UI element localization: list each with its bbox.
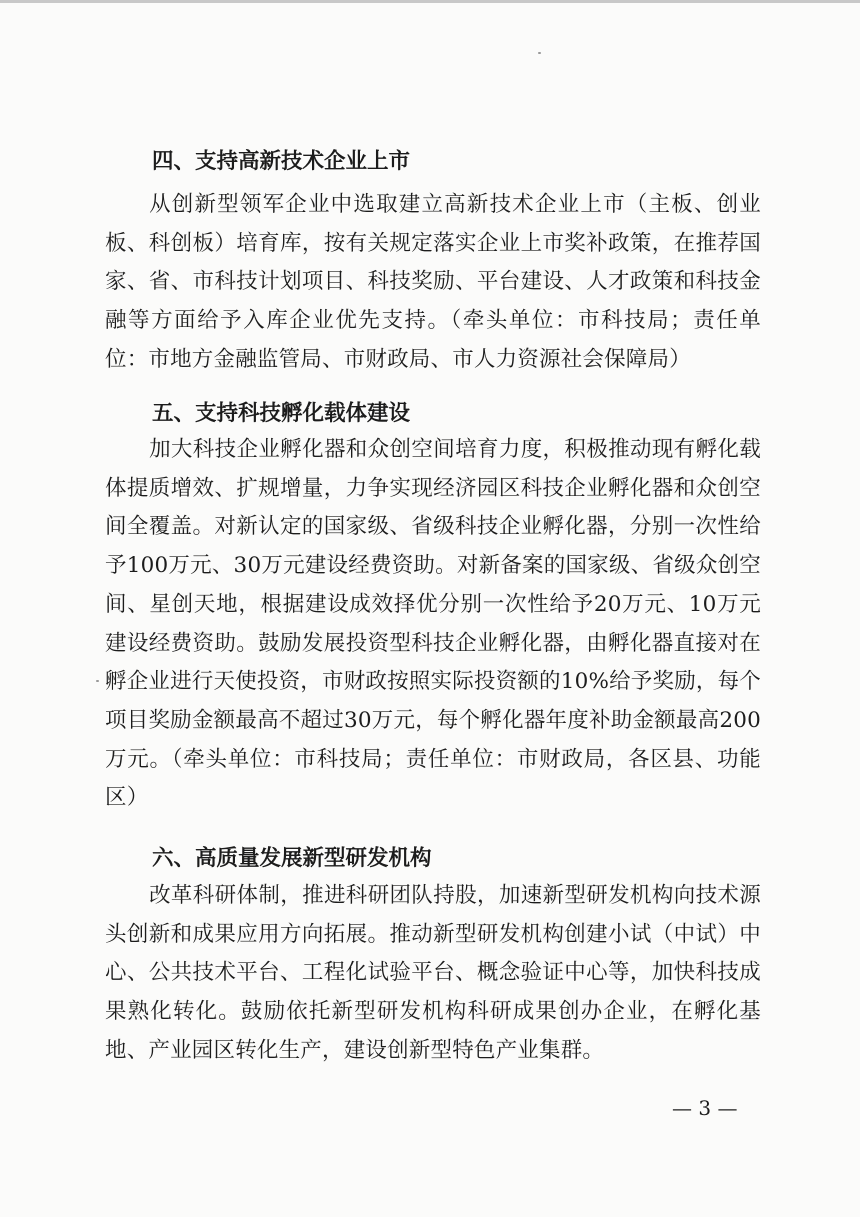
section-heading-5: 五、支持科技孵化载体建设	[152, 401, 411, 426]
section-body-4: 从创新型领军企业中选取建立高新技术企业上市（主板、创业板、科创板）培育库，按有关规定落实企业上市奖补政策，在推荐国家、省、市科技计划项目、科技奖励、平台建设、人才政策和科技金融等方面给予入库企业优先支持。（牵头单位：市科技局；责任单位：市地方金融监管局、市财政局、市人力资源社会保障局）	[105, 192, 761, 372]
scan-speck	[538, 52, 541, 54]
section-body-6: 改革科研体制，推进科研团队持股，加速新型研发机构向技术源头创新和成果应用方向拓展。推动新型研发机构创建小试（中试）中心、公共技术平台、工程化试验平台、概念验证中心等，加快科技成果熟化转化。鼓励依托新型研发机构科研成果创办企业，在孵化基地、产业园区转化生产，建设创新型特色产业集群。	[105, 883, 761, 1063]
scan-speck	[96, 680, 99, 682]
section-heading-6: 六、高质量发展新型研发机构	[152, 846, 432, 871]
page-number: — 3 —	[672, 1096, 738, 1120]
section-heading-4: 四、支持高新技术企业上市	[152, 149, 411, 174]
section-body-5: 加大科技企业孵化器和众创空间培育力度，积极推动现有孵化载体提质增效、扩规增量，力争实现经济园区科技企业孵化器和众创空间全覆盖。对新认定的国家级、省级科技企业孵化器，分别一次性给予100万元、30万元建设经费资助。对新备案的国家级、省级众创空间、星创天地，根据建设成效择优分别一次性给予20万元、10万元建设经费资助。鼓励发展投资型科技企业孵化器，由孵化器直接对在孵企业进行天使投资，市财政按照实际投资额的10%给予奖励，每个项目奖励金额最高不超过30万元，每个孵化器年度补助金额最高200万元。（牵头单位：市科技局；责任单位：市财政局，各区县、功能区）	[105, 437, 761, 811]
